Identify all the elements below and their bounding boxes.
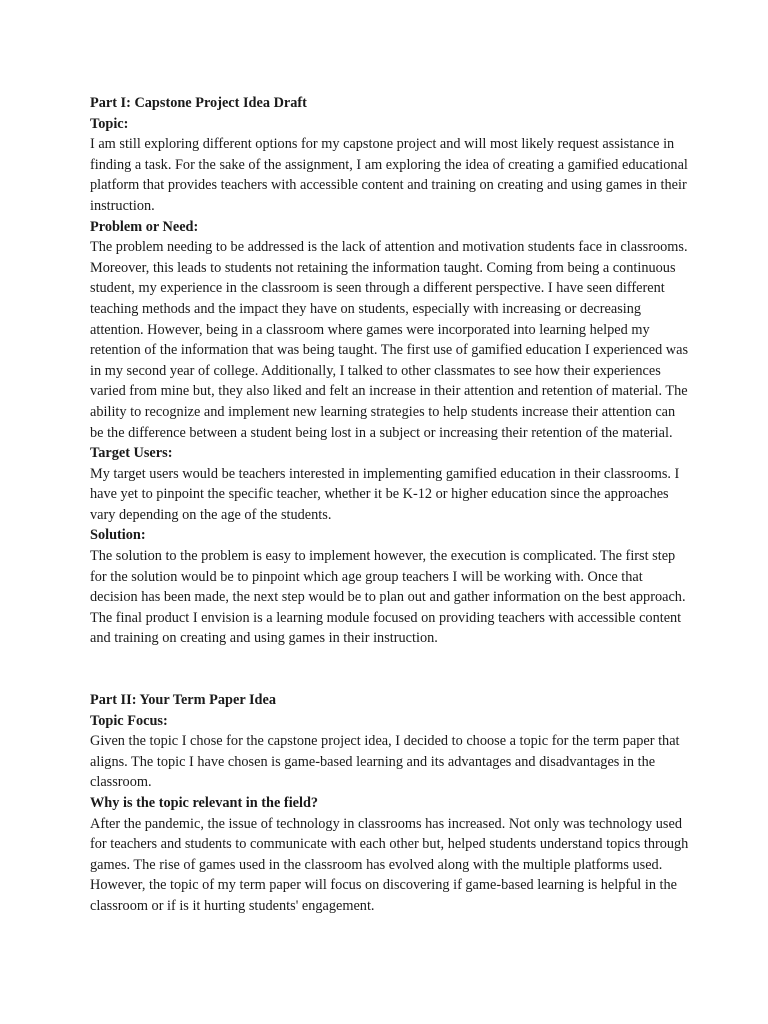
- problem-paragraph: The problem needing to be addressed is the lack of attention and motivation students face in classrooms. Moreover, this leads to students not retaining the information taught. Coming from being a continuous student, my experience in the classroom is seen through a different perspective. I have seen different teaching methods and the impact they have on students, especially with increasing or decreasing attention. However, being in a classroom where games were incorporated into learning helped my retention of the information that was being taught. The first use of gamified education I experienced was in my second year of college. Additionally, I talked to other classmates to see how their experiences varied from mine but, they also liked and felt an increase in their attention and retention of material. The ability to recognize and implement new learning strategies to help students increase their attention can be the difference between a student being lost in a subject or increasing their retention of the material.: [90, 239, 689, 441]
- topic-paragraph: I am still exploring different options for my capstone project and will most likely request assistance in finding a task. For the sake of the assignment, I am exploring the idea of creating a gamified educational platform that provides teachers with accessible content and training on creating and using games in their instruction.: [90, 136, 688, 214]
- document-page: [90, 93, 690, 917]
- section-spacer: [90, 649, 690, 690]
- solution-heading: Solution:: [90, 527, 146, 544]
- problem-heading: Problem or Need:: [90, 218, 199, 235]
- topic-focus-heading: Topic Focus:: [90, 712, 168, 729]
- topic-focus-paragraph: Given the topic I chose for the capstone project idea, I decided to choose a topic for the term paper that aligns. The topic I have chosen is game-based learning and its advantages and disadvantages in the classroom.: [90, 733, 680, 791]
- target-users-paragraph: My target users would be teachers interested in implementing gamified education in their classrooms. I have yet to pinpoint the specific teacher, whether it be K-12 or higher education since the approaches vary depending on the age of the students.: [90, 465, 680, 523]
- part-one-title: Part I: Capstone Project Idea Draft: [90, 95, 307, 111]
- solution-paragraph: The solution to the problem is easy to implement however, the execution is complicated. The first step for the solution would be to pinpoint which age group teachers I will be working with. Once that decision has been made, the next step would be to plan out and gather information on the best approach. The final product I envision is a learning module focused on providing teachers with accessible content and training on creating and using games in their instruction.: [90, 548, 686, 647]
- relevance-paragraph: After the pandemic, the issue of technology in classrooms has increased. Not only was technology used for teachers and students to communicate with each other but, helped students understand topics through games. The rise of games used in the classroom has evolved along with the multiple platforms used. However, the topic of my term paper will focus on discovering if game-based learning is helpful in the classroom or if is it hurting students' engagement.: [90, 815, 689, 914]
- part-two-title: Part II: Your Term Paper Idea: [90, 692, 276, 709]
- topic-heading: Topic:: [90, 115, 129, 132]
- relevance-heading: Why is the topic relevant in the field?: [90, 795, 319, 811]
- part-one-section: [90, 93, 690, 649]
- part-two-section: [90, 690, 690, 917]
- target-users-heading: Target Users:: [90, 445, 173, 462]
